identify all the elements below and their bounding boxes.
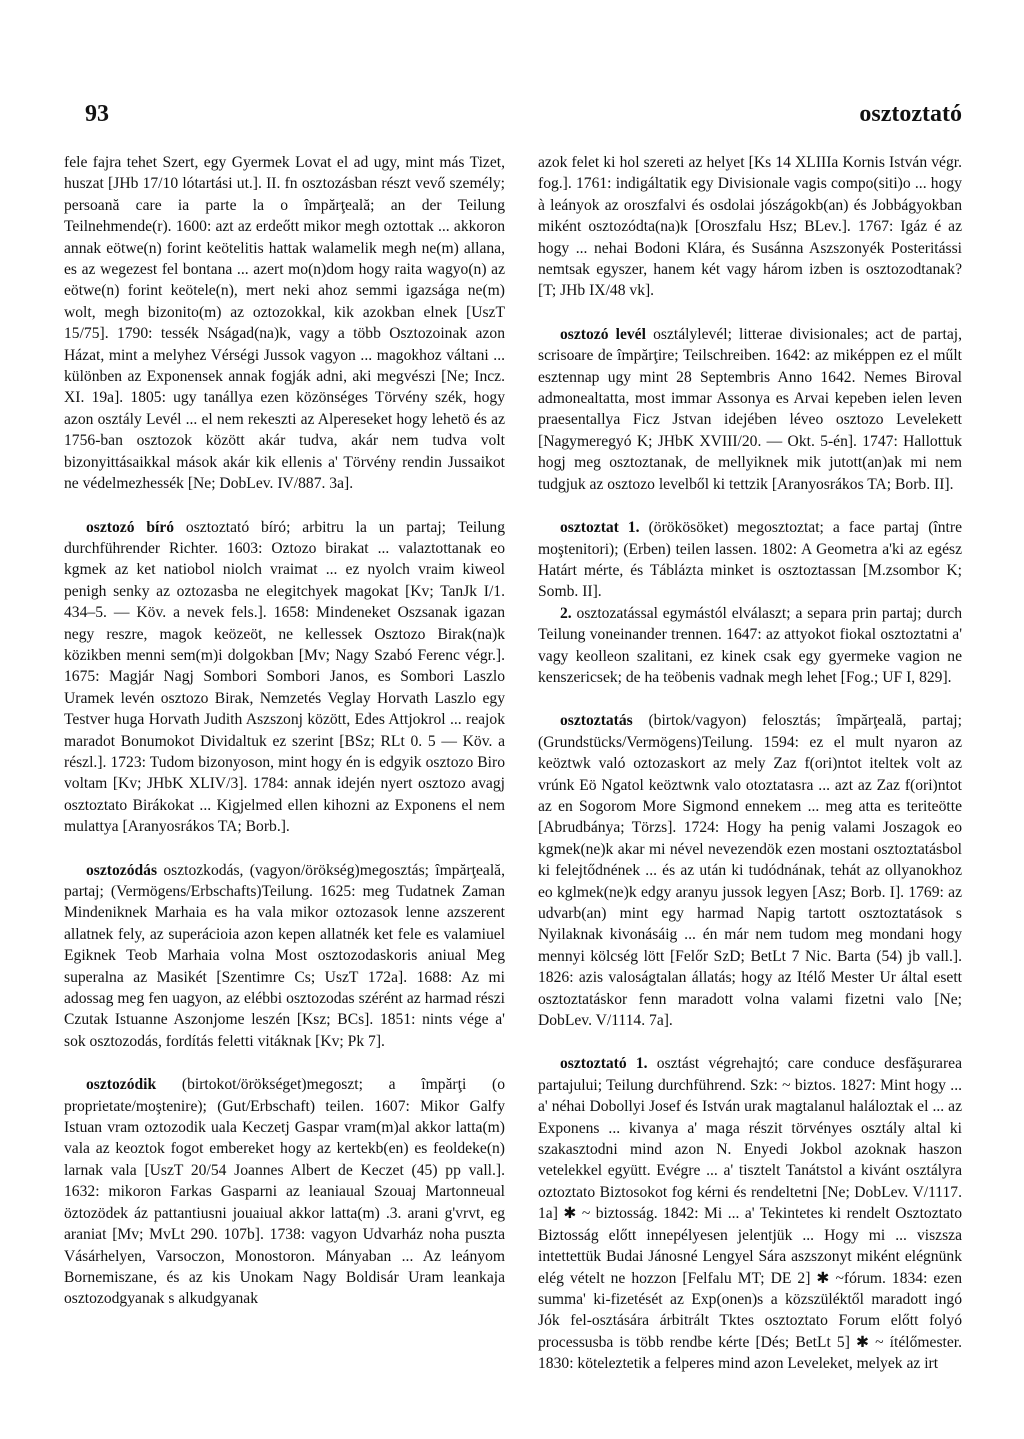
entry-text: (örökösöket) megosztoztat; a face partaj (între moştenitori); (Erben) teilen lassen. 1802: A Geometra a'ki az egész Határt mérte, és Táblázta minket is osztoztassan [M.zsombor K; Somb. II]. [538, 519, 962, 601]
entry-headword: osztoztat 1. [560, 519, 640, 537]
dictionary-entry [64, 517, 505, 838]
entry-text: (birtok/vagyon) felosztás; împărţeală, partaj; (Grundstücks/Vermögens)Teilung. 1594: ez el mult nyaron az keöztwk való oztozaskort az mely Zaz f(ori)ntot iteltek volt az vrúnk Eö Ngatol keöztwnk valo otoztatasra ... azt az Zaz f(ori)ntot az en Sogorom More Sigmond ennekem ... meg atta es teriteötte [Abrudbánya; Törzs]. 1724: Hogy ha penig valami Joszagok eo kgmek(ne)k akar mi nével nevezendök ezen mostani osztoztatásbol ki felejtődnének ... és az után ki tudódnának, tehát az ollyanokhoz eo kglmek(ne)k edgy aranyu jussok legyen [Asz; Borb. I]. 1769: az udvarb(an) mint egy harmad Napig tartott osztoztatások s Nyilaknak kivonásáig ... én már nem tudom meg mondani hogy mennyi kölcség lött [Felőr SzD; BetLt 7 Nic. Barta (54) jb vall.]. 1826: azis valoságtalan állatás; hogy az Itélő Mester Ur által esett osztoztatáskor fenn maradott volna valami fizetni valo [Ne; DobLev. V/1114. 7a]. [538, 712, 962, 1030]
dictionary-entry [64, 860, 505, 1053]
sense-number: 2. [560, 604, 572, 622]
entry-continuation [64, 152, 505, 495]
dictionary-entry [538, 517, 962, 603]
entry-headword: osztoztató 1. [560, 1055, 648, 1073]
entry-headword: osztozódik [86, 1076, 157, 1094]
left-column [64, 152, 505, 1332]
entry-text: azok felet ki hol szereti az helyet [Ks 14 XLIIIa Kornis István végr. fog.]. 1761: indigáltatik egy Divisionale vagis compo(siti)o ... hogy à leányok az oroszfalvi és osdolai jószágokb(an) és Jobbágyokban miként osztozódta(na)k [Oroszfalu Hsz; BLev.]. 1767: Igáz é az hogy ... nehai Bodoni Klára, és Susánna Aszszonyék Posteritássi nemtsak egyszer, hanem két vagy három izben is osztozodtanak? [T; JHb IX/48 vk]. [538, 154, 962, 300]
entry-text: (birtokot/örökséget)megoszt; a împărţi (o proprietate/moştenire); (Gut/Erbschaft) teilen. 1607: Mikor Galfy Istuan vram oztozodik uala Keczetj Gaspar vram(m)al akkor latta(m) vala az keoztok fogot embereket hogy az kertekb(en) es feoldeke(n) larnak vala [UszT 20/54 Joannes Albert de Keczet (45) pp vall.]. 1632: mikoron Farkas Gasparni az leaniaual Szouaj Martonneual öztozödek áz pattantiusni jouaiual akkor latta(m) .3. arani g'vrvt, eg araniat [Mv; MvLt 290. 107b]. 1738: vagyon Udvarház noha puszta Vásárhelyen, Varsoczon, Monostoron. Mányaban ... Az leányom Bornemiszane, és az kis Unokam Nagy Boldisár Uram leankaja osztozodgyanak s alkudgyanak [64, 1076, 505, 1308]
entry-text: osztoztató bíró; arbitru la un partaj; Teilung durchführender Richter. 1603: Oztozo birakat ... valaztottanak eo kgmek az ket natiobol niolch vraimat ... ez nyolch vraim kiweol penigh senky az oztozasba ne elegitchyek magokat [Kv; TanJk I/1. 434–5. — Köv. a nevek fels.]. 1658: Mindeneket Oszsanak igazan negy reszre, magok keözeöt, ne kellessek Osztozo Birak(na)k közikben menni sem(m)i dolgokban [Mv; Nagy Szabó Ferenc végr.]. 1675: Magjár Nagj Sombori Sombori Janos, es Sombori Laszlo Uramek levén osztozo Birak, Nemzetés Veglay Horvath Laszlo egy Testver huga Horvath Judith Aszszonj között, Edes Attjokrol ... reajok maradot Bonumokot Dividaltuk ez szerint [BSz; RLt 0. 5 — Köv. a részl.]. 1723: Tudom bizonyoson, mint hogy én is edgyik osztozo Biro voltam [Kv; JHbK XLIV/3]. 1784: annak idején nyert osztozo avagj osztoztato Birákokat ... Kigjelmed ellen kihozni az Exponens el nem mulattya [Aranyosrákos TA; Borb.]. [64, 518, 505, 836]
entry-text: fele fajra tehet Szert, egy Gyermek Lovat el ad ugy, mint más Tizet, huszat [JHb 17/10 lótartási ut.]. II. fn osztozásban részt vevő személy; persoană care ia parte la o împărţeală; an der Teilung Teilnehmende(r). 1600: azt az erdeőtt mikor megh oztottak ... akkoron annak eötwe(n) forint keötelitis hattak walamelik megh ne(m) allana, es az wegezest fel bontana ... azert mo(n)dom hogy raita wagyo(n) az eötwe(n) forint keötele(n), mert neki ahoz semmi igazsága ne(m) wolt, megh bizonito(m) az oztozokkal, kik azokban elnek [UszT 15/75]. 1790: tessék Nságad(na)k, vagy a több Osztozoinak azon Házat, mint a melyhez Vérségi Jussok vagyon ... magokhoz váltani ... különben az Exponensek annak fogják adni, aki megvészi [Ne; Incz. XI. 19a]. 1805: ugy tanállya ezen közönséges Törvény szék, hogy azon osztály Levél ... el nem rekeszti az Alpereseket hogy lehetö és az 1756-ban osztozok között akár tudva, akár nem tudva volt bizonyittásaikkal mások akár kik ellenis a' Törvény rendin Jussaikot ne védelmezhessék [Ne; DobLev. IV/887. 3a]. [64, 154, 505, 493]
entry-headword: osztozó levél [560, 325, 646, 343]
running-head: osztoztató [859, 101, 962, 127]
entry-text: osztást végrehajtó; care conduce desfăşurarea partajului; Teilung durchführend. Szk: ~ biztos. 1827: Mint hogy ... a' néhai Dobollyi Josef és István urak magtalanul haláloztak el ... az Exponens ... kivanya a' maga részit törvényes osztály altal ki szakasztodni mind azon N. Enyedi Jokbol azoknak haszon vetelekkel együtt. Evégre ... a' tisztelt Tanátstol a kivánt osztályra oztoztato Biztosokot fog kérni és rendeltetni [Ne; DobLev. V/1117. 1a] ✱ ~ biztosság. 1842: Mi ... a' Tekintetes ki rendelt Osztoztato Biztosság előtt innepélyesen jelentjük ... Hogy mi ... viszsza intettettük Budai Jánosné Lengyel Sára aszszonyt miként elégnünk elég vételt ne hozzon [Felfalu MT; DE 2] ✱ ~fórum. 1834: ezen summa' ki-fizetését az Exp(onen)s a közszüléktől maradott ingó Jók fel-osztására árbitrált Tktes osztoztato Forum előtt folyó processusba is több rendbe kérte [Dés; BetLt 5] ✱ ~ ítélőmester. 1830: köteleztetik a felperes mind azon Leveleket, melyek az irt [538, 1055, 962, 1373]
dictionary-entry [538, 1053, 962, 1374]
entry-text: osztálylevél; litterae divisionales; act de partaj, scrisoare de împărţire; Teilschreiben. 1642: az miképpen ez el műlt esztennap ugy mint 28 Septembris Anno 1642. Nemes Biroval admonealtatta, most immar Assonya es Arvai kepeben ielen leven praesentallya Ficz Jstvan idejében léveo osztozo Levelekett [Nagymeregyó K; JHbK XVIII/20. — Okt. 5-én]. 1747: Hallottuk hogj meg osztoztanak, de mellyiknek mik jutott(an)ak mi nem tudgjuk az osztozo levelből ki tettzik [Aranyosrákos TA; Borb. II]. [538, 325, 963, 493]
entry-headword: osztoztatás [560, 712, 633, 730]
entry-sense [538, 603, 962, 689]
page-header [85, 100, 962, 140]
dictionary-entry [64, 1074, 505, 1309]
dictionary-entry [538, 324, 962, 495]
entry-text: osztozatással egymástól elválaszt; a separa prin partaj; durch Teilung voneinander trennen. 1647: az attyokot fiokal osztoztatni a' vagy keolleon szalitani, ez kinek csak egy gyermeke vagion ne kenszericsek; de ha teöbenis vadnak megh lehet [Fog.; UF I, 829]. [538, 604, 962, 686]
entry-text: osztozkodás, (vagyon/örökség)megosztás; împărţeală, partaj; (Vermögens/Erbschafts)Teilung. 1625: meg Tudatnek Zaman Mindeniknek Marhaia es ha vala mikor oztozasok lenne azszerent allatnek fely, az superácioia azon kepen allatnék ket fele es valamiuel Egiknek Teob Marhaia volna Most osztozodaskoris aniual Meg superalna az Masikét [Szentimre Cs; UszT 172a]. 1688: Az mi adossag meg fen uagyon, az elébbi osztozodas szérént az harmad részi Czutak Istuanne Aszonjome leszén [Ksz; BCs]. 1851: nints vége a' sok osztozodás, fordítás feletti vitáknak [Kv; Pk 7]. [64, 861, 505, 1050]
entry-headword: osztozó bíró [86, 518, 175, 536]
right-column [538, 152, 962, 1397]
entry-continuation [538, 152, 962, 302]
dictionary-entry [538, 710, 962, 1031]
entry-headword: osztozódás [86, 861, 158, 879]
page-number: 93 [85, 101, 109, 127]
